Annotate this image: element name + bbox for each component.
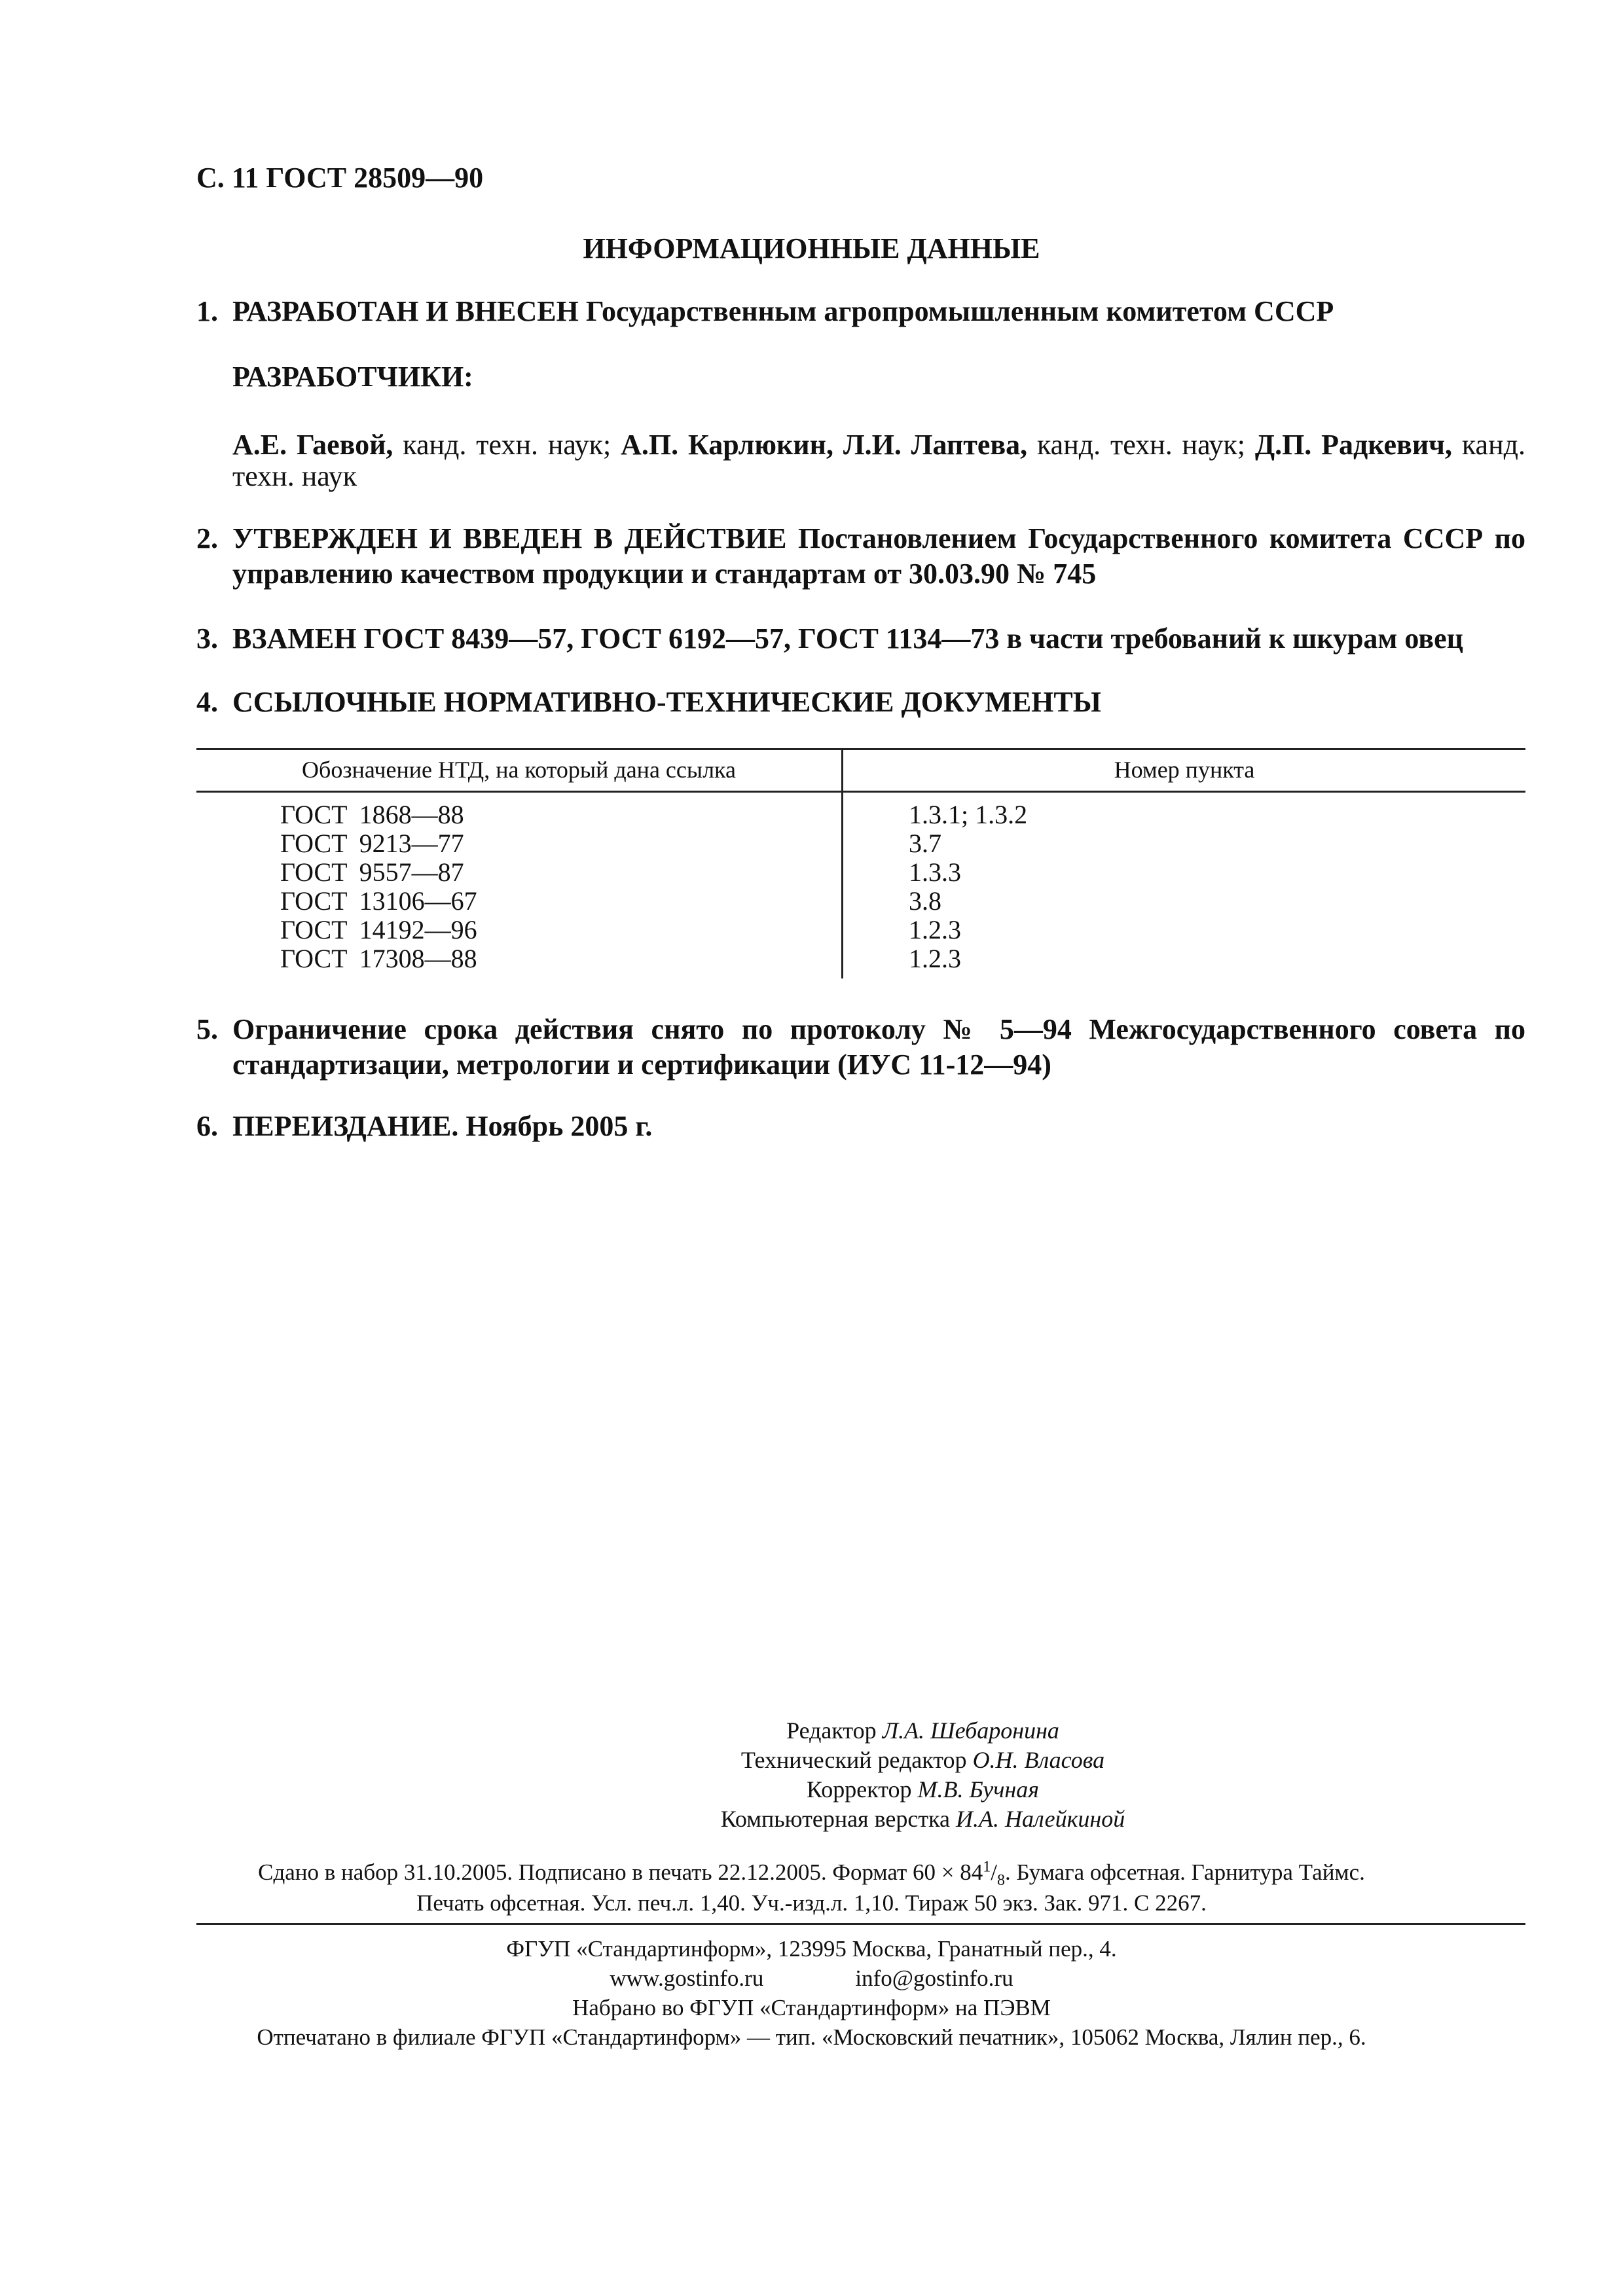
imprint-line-2: Печать офсетная. Усл. печ.л. 1,40. Уч.-изд.л. 1,10. Тираж 50 экз. Зак. 971. С 2267. <box>416 1890 1207 1916</box>
cell-clause: 3.7 <box>909 829 941 858</box>
imprint-line-1: Сдано в набор 31.10.2005. Подписано в печать 22.12.2005. Формат $60 \times 84^1/_8$. Бумага офсетная. Гарнитура Таймс. <box>258 1858 1365 1889</box>
table-row <box>196 800 1525 829</box>
developer-degree: канд. техн. наук <box>232 429 1526 492</box>
table-header-rule <box>196 791 1525 793</box>
item-number: 4. <box>196 686 218 718</box>
item-1-lead: РАЗРАБОТАН И ВНЕСЕН <box>232 295 579 327</box>
credit-tech-editor: Технический редактор О.Н. Власова <box>740 1747 1105 1773</box>
table-header-clause: Номер пункта <box>1114 757 1255 783</box>
cell-clause: 1.3.1; 1.3.2 <box>909 800 1028 829</box>
item-2-rest: Постановлением Государственного комитета СССР по управлению качеством продукции и стандартам от 30.03.90 № 745 <box>232 522 1526 590</box>
publisher-contacts <box>0 1964 1623 1993</box>
cell-designation: ГОСТ 14192—96 <box>280 915 477 944</box>
developer-degree: канд. техн. наук; <box>393 429 621 461</box>
table-row <box>196 829 1525 858</box>
cell-clause: 1.2.3 <box>909 915 961 944</box>
print-imprint <box>0 1857 1623 1918</box>
item-4 <box>196 685 1525 720</box>
publisher-email: info@gostinfo.ru <box>855 1965 1013 1991</box>
credit-layout: Компьютерная верстка И.А. Налейкиной <box>720 1806 1125 1832</box>
cell-designation: ГОСТ 13106—67 <box>280 886 477 916</box>
item-6-text: ПЕРЕИЗДАНИЕ. Ноябрь 2005 г. <box>232 1110 653 1142</box>
page-header: С. 11 ГОСТ 28509—90 <box>196 162 484 194</box>
item-4-text: ССЫЛОЧНЫЕ НОРМАТИВНО-ТЕХНИЧЕСКИЕ ДОКУМЕНТЫ <box>232 686 1101 718</box>
item-3-text: ВЗАМЕН ГОСТ 8439—57, ГОСТ 6192—57, ГОСТ 1134—73 в части требований к шкурам овец <box>232 622 1463 655</box>
publisher-website: www.gostinfo.ru <box>610 1965 764 1991</box>
table-row <box>196 944 1525 973</box>
item-3 <box>196 621 1525 656</box>
item-1-rest: Государственным агропромышленным комитетом СССР <box>578 295 1334 327</box>
table-row <box>196 916 1525 944</box>
cell-designation: ГОСТ 9557—87 <box>280 857 464 887</box>
item-number: 6. <box>196 1110 218 1142</box>
publisher-printed: Отпечатано в филиале ФГУП «Стандартинформ» — тип. «Московский печатник», 105062 Москва, Лялин пер., 6. <box>257 2024 1366 2050</box>
developer-degree: канд. техн. наук; <box>1027 429 1255 461</box>
item-2 <box>196 521 1525 592</box>
table-top-rule <box>196 748 1525 750</box>
footer-rule <box>196 1923 1525 1925</box>
publisher-typeset: Набрано во ФГУП «Стандартинформ» на ПЭВМ <box>572 1995 1051 2020</box>
item-1 <box>196 294 1525 329</box>
developer-name: Д.П. Радкевич, <box>1254 429 1452 461</box>
item-number: 3. <box>196 622 218 655</box>
cell-clause: 1.3.3 <box>909 857 961 887</box>
developer-name: А.Е. Гаевой, <box>232 429 393 461</box>
cell-clause: 3.8 <box>909 886 941 916</box>
item-5 <box>196 1012 1525 1083</box>
item-number: 5. <box>196 1013 218 1045</box>
table-row <box>196 887 1525 916</box>
item-number: 1. <box>196 295 218 327</box>
publisher-address: ФГУП «Стандартинформ», 123995 Москва, Гранатный пер., 4. <box>506 1936 1117 1962</box>
cell-designation: ГОСТ 9213—77 <box>280 829 464 858</box>
credit-editor: Редактор Л.А. Шебаронина <box>786 1717 1059 1744</box>
developer-name: А.П. Карлюкин, Л.И. Лаптева, <box>621 429 1028 461</box>
table-row <box>196 858 1525 887</box>
cell-designation: ГОСТ 17308—88 <box>280 944 477 973</box>
table-body <box>196 800 1525 973</box>
editorial-credits <box>0 1716 1623 1834</box>
item-5-text: Ограничение срока действия снято по протоколу № 5—94 Межгосударственного совета по стандартизации, метрологии и сертификации (ИУС 11-12—94) <box>232 1013 1525 1081</box>
section-title: ИНФОРМАЦИОННЫЕ ДАННЫЕ <box>583 232 1040 264</box>
item-6 <box>196 1109 1525 1144</box>
cell-clause: 1.2.3 <box>909 944 961 973</box>
publisher-info <box>0 1934 1623 2052</box>
developers-list <box>232 429 1525 492</box>
cell-designation: ГОСТ 1868—88 <box>280 800 464 829</box>
item-2-lead: УТВЕРЖДЕН И ВВЕДЕН В ДЕЙСТВИЕ <box>232 522 787 554</box>
item-number: 2. <box>196 522 218 554</box>
developers-label: РАЗРАБОТЧИКИ: <box>232 361 473 393</box>
table-header-designation: Обозначение НТД, на который дана ссылка <box>302 757 736 783</box>
credit-corrector: Корректор М.В. Бучная <box>806 1776 1039 1803</box>
